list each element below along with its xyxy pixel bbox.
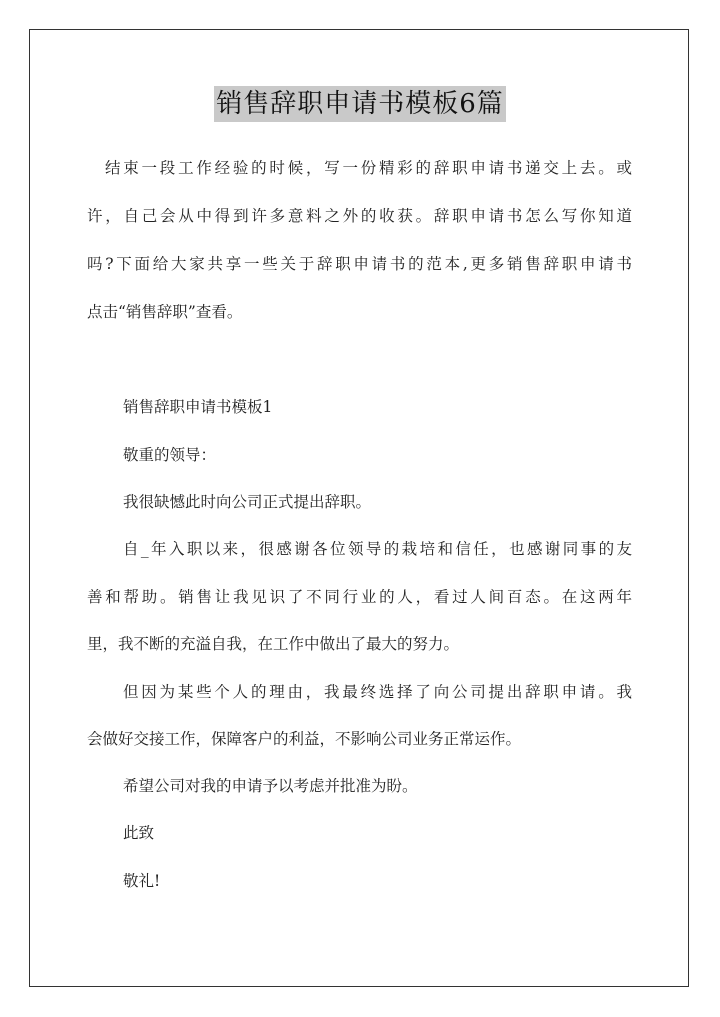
section-heading: 销售辞职申请书模板1 (123, 398, 273, 416)
intro-line-2: 许，自己会从中得到许多意料之外的收获。辞职申请书怎么写你知道 (87, 207, 632, 225)
body-line-3: 里，我不断的充溢自我，在工作中做出了最大的努力。 (87, 635, 460, 653)
body-line-4: 但因为某些个人的理由，我最终选择了向公司提出辞职申请。我 (123, 683, 632, 701)
document-title: 销售辞职申请书模板6篇 (214, 86, 506, 122)
closing-request: 希望公司对我的申请予以考虑并批准为盼。 (123, 777, 418, 795)
body-line-1: 自_年入职以来，很感谢各位领导的栽培和信任，也感谢同事的友 (123, 540, 632, 558)
letter-opening: 我很缺憾此时向公司正式提出辞职。 (123, 493, 372, 511)
intro-line-4: 点击“销售辞职”查看。 (87, 303, 243, 321)
closing-greeting: 此致 (123, 824, 155, 842)
salutation: 敬重的领导： (123, 446, 217, 464)
intro-line-3: 吗?下面给大家共享一些关于辞职申请书的范本,更多销售辞职申请书 (87, 255, 632, 273)
closing-salute: 敬礼! (123, 872, 161, 890)
body-line-5: 会做好交接工作，保障客户的利益，不影响公司业务正常运作。 (87, 730, 522, 748)
body-line-2: 善和帮助。销售让我见识了不同行业的人，看过人间百态。在这两年 (87, 588, 632, 606)
intro-line-1: 结束一段工作经验的时候，写一份精彩的辞职申请书递交上去。或 (105, 159, 632, 177)
title-container (0, 86, 720, 122)
